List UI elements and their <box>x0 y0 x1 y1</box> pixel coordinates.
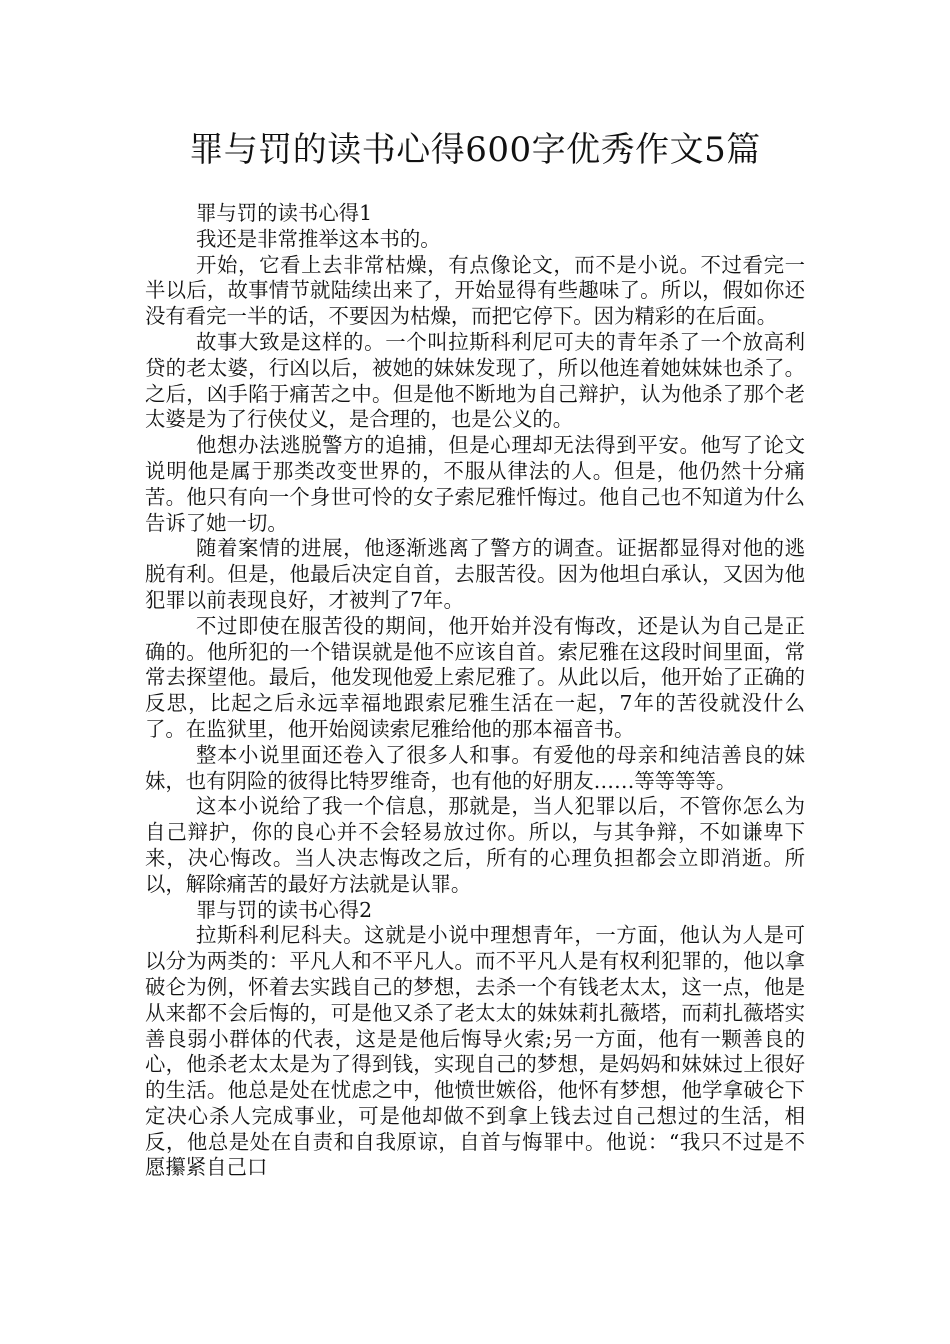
paragraph: 拉斯科利尼科夫。这就是小说中理想青年，一方面，他认为人是可以分为两类的：平凡人和不平凡人。而不平凡人是有权利犯罪的，他以拿破仑为例，怀着去实践自己的梦想，去杀一个有钱老太太，这一点，他是从来都不会后悔的，可是他又杀了老太太的妹妹莉扎薇塔，而莉扎薇塔实善良弱小群体的代表，这是是他后悔导火索;另一方面，他有一颗善良的心，他杀老太太是为了得到钱，实现自己的梦想，是妈妈和妹妹过上很好的生活。他总是处在忧虑之中，他愤世嫉俗，他怀有梦想，他学拿破仑下定决心杀人完成事业，可是他却做不到拿上钱去过自己想过的生活，相反，他总是处在自责和自我原谅，自首与悔罪中。他说：“我只不过是不愿攥紧自己口 <box>145 923 805 1180</box>
paragraph: 随着案情的进展，他逐渐逃离了警方的调查。证据都显得对他的逃脱有利。但是，他最后决定自首，去服苦役。因为他坦白承认，又因为他犯罪以前表现良好，才被判了7年。 <box>145 536 805 612</box>
paragraph: 他想办法逃脱警方的追捕，但是心理却无法得到平安。他写了论文说明他是属于那类改变世界的，不服从律法的人。但是，他仍然十分痛苦。他只有向一个身世可怜的女子索尼雅忏悔过。他自己也不知道为什么告诉了她一切。 <box>145 433 805 535</box>
document-title: 罪与罚的读书心得600字优秀作文5篇 <box>189 130 761 170</box>
paragraph: 我还是非常推举这本书的。 <box>196 226 441 251</box>
paragraph: 开始，它看上去非常枯燥，有点像论文，而不是小说。不过看完一半以后，故事情节就陆续出来了，开始显得有些趣味了。所以，假如你还没有看完一半的话，不要因为枯燥，而把它停下。因为精彩的在后面。 <box>145 252 805 329</box>
paragraph: 这本小说给了我一个信息，那就是，当人犯罪以后，不管你怎么为自己辩护，你的良心并不会轻易放过你。所以，与其争辩，不如谦卑下来，决心悔改。当人决志悔改之后，所有的心理负担都会立即消逝。所以，解除痛苦的最好方法就是认罪。 <box>145 794 805 896</box>
paragraph: 故事大致是这样的。一个叫拉斯科利尼可夫的青年杀了一个放高利贷的老太婆，行凶以后，被她的妹妹发现了，所以他连着她妹妹也杀了。之后，凶手陷于痛苦之中。但是他不断地为自己辩护，认为他杀了那个老太婆是为了行侠仗义，是合理的，也是公义的。 <box>145 329 805 432</box>
section-heading: 罪与罚的读书心得2 <box>196 897 373 922</box>
paragraph: 整本小说里面还卷入了很多人和事。有爱他的母亲和纯洁善良的妹妹，也有阴险的彼得比特罗维奇，也有他的好朋友……等等等等。 <box>145 742 805 793</box>
section-heading: 罪与罚的读书心得1 <box>196 201 373 225</box>
paragraph: 不过即使在服苦役的期间，他开始并没有悔改，还是认为自己是正确的。他所犯的一个错误就是他不应该自首。索尼雅在这段时间里面，常常去探望他。最后，他发现他爱上索尼雅了。从此以后，他开始了正确的反思，比起之后永远幸福地跟索尼雅生活在一起，7年的苦役就没什么了。在监狱里，他开始阅读索尼雅给他的那本福音书。 <box>145 613 805 741</box>
document-body <box>145 201 805 1181</box>
